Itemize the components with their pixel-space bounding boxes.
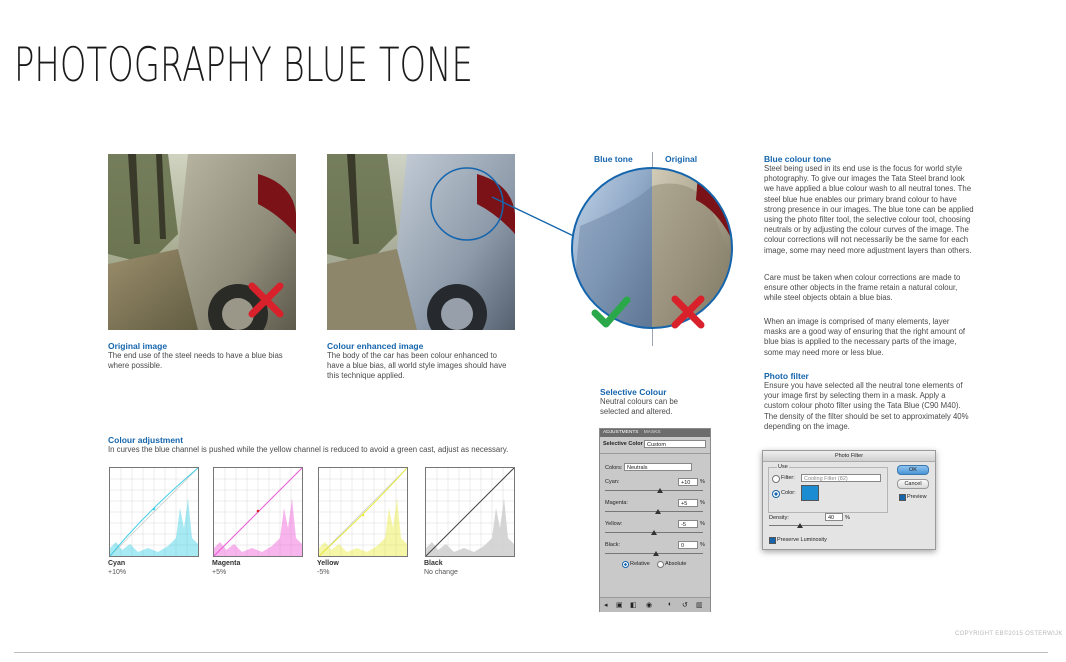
cyan-curve-value: +10% (108, 569, 127, 576)
tab-adjustments[interactable]: ADJUSTMENTS (603, 430, 639, 435)
cyan-slider[interactable] (605, 490, 703, 491)
dialog-title: Photo Filter (834, 453, 864, 459)
relative-radio[interactable] (622, 561, 629, 568)
yellow-input[interactable]: -5 (678, 520, 698, 528)
tab-masks[interactable]: MASKS (643, 430, 661, 435)
blue-tone-label: Blue tone (594, 154, 633, 164)
panel-footer (600, 597, 710, 612)
black-slider-knob[interactable] (653, 551, 659, 556)
blue-colour-tone-p1: Steel being used in its end use is the focus for world style photography. To give our images the Tata Steel brand look we have applied a blue colour wash to all neutral tones. The steel blue hue enables our primary brand colour to have strong presence in our images. The blue tone can be applied using the photo filter tool, the selective colour tool, choosing neutrals or by adjusting the colour curves of the image. The colour corrections will not necessarily be the same for each image, some may need more adjustment layers than others. (764, 164, 974, 255)
cyan-unit: % (700, 479, 705, 485)
cancel-button[interactable] (897, 479, 929, 489)
black-curve-label: Black (424, 560, 443, 567)
color-label: Color: (781, 490, 796, 496)
black-label: Black: (605, 542, 620, 548)
photo-filter-heading: Photo filter (764, 371, 809, 381)
magenta-curve-value: +5% (212, 569, 227, 576)
cyan-slider-knob[interactable] (657, 488, 663, 493)
black-curve-value: No change (424, 569, 458, 576)
absolute-label: Absolute (665, 561, 687, 567)
yellow-unit: % (700, 521, 705, 527)
filter-color-swatch[interactable] (801, 485, 819, 501)
colors-select[interactable]: Neutrals (624, 463, 692, 471)
enhanced-image-heading: Colour enhanced image (327, 341, 424, 351)
panel-tabs (600, 429, 710, 437)
view-previous-icon[interactable]: ◐ (668, 601, 673, 608)
reset-icon[interactable]: ↺ (682, 602, 688, 609)
copyright: COPYRIGHT EB©2015 OSTERWIJK (955, 631, 1063, 637)
layer-icon[interactable]: ▣ (616, 602, 623, 609)
cyan-curve-label: Cyan (108, 560, 126, 567)
selective-color-panel (599, 428, 711, 612)
black-unit: % (700, 542, 705, 548)
color-radio[interactable] (772, 490, 780, 498)
check-icon (591, 295, 631, 329)
selective-color-type: Selective Color (603, 441, 643, 447)
magenta-unit: % (700, 500, 705, 506)
preserve-checkbox[interactable] (769, 537, 776, 544)
density-slider-knob[interactable] (797, 523, 803, 528)
black-input[interactable]: 0 (678, 541, 698, 549)
cross-icon (246, 280, 286, 320)
density-label: Density: (769, 515, 789, 521)
filter-radio[interactable] (772, 475, 780, 483)
magenta-curve-graph (213, 467, 303, 557)
cancel-label: Cancel (904, 481, 922, 487)
cross-icon (670, 294, 706, 330)
yellow-curve-label: Yellow (317, 560, 339, 567)
selective-colour-text: Neutral colours can be selected and altered. (600, 397, 679, 417)
colour-adjustment-heading: Colour adjustment (108, 435, 184, 445)
filter-label: Filter: (781, 475, 795, 481)
original-image-heading: Original image (108, 341, 168, 351)
use-label: Use (778, 464, 788, 470)
magenta-slider-knob[interactable] (655, 509, 661, 514)
ok-label: OK (909, 467, 917, 473)
trash-icon[interactable]: ▥ (696, 602, 703, 609)
density-input[interactable]: 40 (825, 513, 843, 521)
colour-adjustment-text: In curves the blue channel is pushed while the yellow channel is reduced to avoid a green cast, adjust as necessary. (108, 445, 509, 454)
back-arrow-icon[interactable]: ◂ (604, 602, 608, 609)
photo-filter-text: Ensure you have selected all the neutral tone elements of your image first by selecting them in a mask. Apply a custom colour photo filter using the Tata Blue (C90 M40). The density of the filter should be set to approximately 40% depending on the image. (764, 381, 969, 431)
preview-label: Preview (907, 494, 927, 500)
enhanced-image-text: The body of the car has been colour enhanced to have a blue bias, all world style images should have this technique applied. (327, 351, 507, 381)
blue-colour-tone-p2: Care must be taken when colour corrections are made to ensure other objects in the frame retain a natural colour, while steel objects obtain a blue bias. (764, 273, 961, 303)
bottom-rule (14, 652, 1048, 653)
yellow-slider-knob[interactable] (651, 530, 657, 535)
blue-colour-tone-heading: Blue colour tone (764, 154, 832, 164)
black-curve-graph (425, 467, 515, 557)
density-unit: % (845, 515, 850, 521)
magenta-label: Magenta: (605, 500, 628, 506)
clip-icon[interactable]: ◧ (630, 602, 637, 609)
panel-separator (600, 453, 710, 454)
selective-colour-heading: Selective Colour (600, 387, 667, 397)
density-slider[interactable] (769, 525, 843, 526)
preview-checkbox[interactable] (899, 494, 906, 501)
colors-label: Colors: (605, 465, 623, 471)
photo-filter-dialog (762, 450, 936, 550)
relative-label: Relative (630, 561, 650, 567)
page-title: PHOTOGRAPHY BLUE TONE (14, 38, 473, 93)
blue-colour-tone-p3: When an image is comprised of many elements, layer masks are a good way of ensuring that the right amount of blue bias is applied to the necessary parts of the image, some may need more or less blue. (764, 317, 966, 357)
yellow-curve-graph (318, 467, 408, 557)
preserve-label: Preserve Luminosity (777, 537, 827, 543)
magenta-curve-label: Magenta (212, 560, 241, 567)
ok-button[interactable] (897, 465, 929, 475)
visibility-icon[interactable]: ◉ (646, 602, 653, 609)
yellow-label: Yellow: (605, 521, 623, 527)
cyan-label: Cyan: (605, 479, 620, 485)
preset-select[interactable]: Custom (644, 440, 706, 448)
cyan-input[interactable]: +10 (678, 478, 698, 486)
cyan-curve-graph (109, 467, 199, 557)
original-image-text: The end use of the steel needs to have a blue bias where possible. (108, 351, 283, 371)
magenta-input[interactable]: +5 (678, 499, 698, 507)
magenta-slider[interactable] (605, 511, 703, 512)
dialog-titlebar (763, 451, 935, 462)
original-label: Original (665, 154, 698, 164)
absolute-radio[interactable] (657, 561, 664, 568)
original-car-photo (108, 154, 296, 330)
filter-select[interactable]: Cooling Filter (82) (801, 474, 881, 482)
yellow-curve-value: -5% (317, 569, 330, 576)
